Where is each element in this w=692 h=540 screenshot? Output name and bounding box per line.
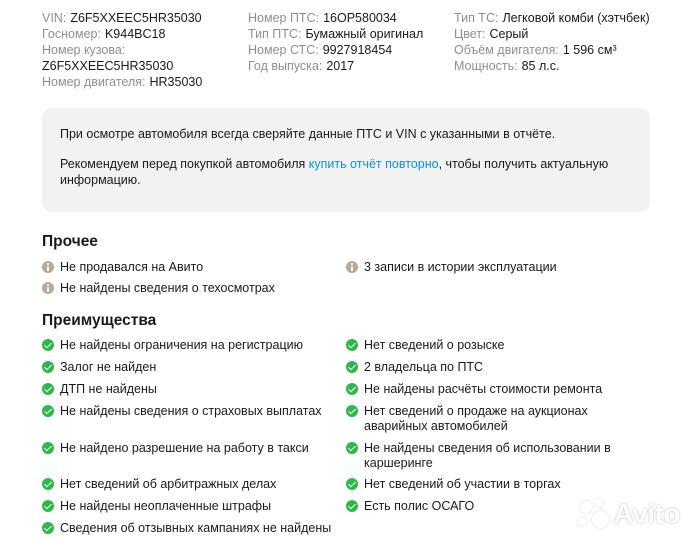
check-icon [42,478,54,490]
spec-sts-number: Номер СТС: 9927918454 [248,43,393,57]
specs-column-2 [248,10,448,74]
spec-plate: Госномер: K944BC18 [42,27,166,41]
other-section-title: Прочее [42,233,98,250]
check-icon [42,442,54,454]
advantage-item: 2 владельца по ПТС [346,360,654,375]
info-icon [42,261,54,273]
check-icon [42,383,54,395]
other-item: Не продавался на Авито [42,260,350,275]
advantages-section-title: Преимущества [42,312,157,329]
check-icon [42,405,54,417]
other-item: Не найдены сведения о техосмотрах [42,281,350,296]
advantage-item: Сведения об отзывных кампаниях не найдены [42,521,350,536]
specs-column-1 [42,10,242,90]
check-icon [42,522,54,534]
advantage-item: Нет сведений об участии в торгах [346,477,654,492]
check-icon [346,442,358,454]
spec-year: Год выпуска: 2017 [248,59,355,73]
avito-watermark [578,498,680,530]
check-icon [42,361,54,373]
other-item: 3 записи в истории эксплуатации [346,260,654,275]
advantage-item: Не найдены неоплаченные штрафы [42,499,350,514]
info-icon [346,261,358,273]
check-icon [346,339,358,351]
check-icon [346,383,358,395]
spec-engine-volume: Объём двигателя: 1 596 см³ [454,43,617,57]
advantage-item: Нет сведений о розыске [346,338,654,353]
info-icon [42,282,54,294]
vehicle-specs [42,10,672,90]
spec-color: Цвет: Серый [454,27,529,41]
advantage-item: Есть полис ОСАГО [346,499,654,514]
avito-watermark-text: Avito [613,498,680,529]
spec-pts-number: Номер ПТС: 16OP580034 [248,11,397,25]
check-icon [42,339,54,351]
advantage-item: Не найдены ограничения на регистрацию [42,338,350,353]
notice-box [42,108,650,212]
spec-vehicle-type: Тип ТС: Легковой комби (хэтчбек) [454,11,650,25]
notice-text-1: При осмотре автомобиля всегда сверяйте данные ПТС и VIN с указанными в отчёте. [60,127,556,141]
check-icon [346,478,358,490]
specs-column-3 [454,10,684,74]
spec-engine-number: Номер двигателя: HR35030 [42,75,203,89]
advantage-item: Не найдено разрешение на работу в такси [42,441,350,456]
spec-body-number: Номер кузова: Z6F5XXEEC5HR35030 [42,43,174,73]
spec-pts-type: Тип ПТС: Бумажный оригинал [248,27,424,41]
spec-power: Мощность: 85 л.с. [454,59,560,73]
spec-vin: VIN: Z6F5XXEEC5HR35030 [42,11,202,25]
advantage-item: Не найдены сведения о страховых выплатах [42,404,350,419]
advantage-item: Не найдены сведения об использовании в каршеринге [346,441,654,470]
check-icon [346,361,358,373]
check-icon [346,405,358,417]
advantage-item: Залог не найден [42,360,350,375]
notice-text-2: Рекомендуем перед покупкой автомобиля купить отчёт повторно, чтобы получить актуальную информацию. [60,157,609,187]
advantage-item: ДТП не найдены [42,382,350,397]
buy-report-again-link[interactable]: купить отчёт повторно [308,157,439,171]
advantage-item: Нет сведений об арбитражных делах [42,477,350,492]
check-icon [346,500,358,512]
advantage-item: Нет сведений о продаже на аукционах аварийных автомобилей [346,404,654,433]
avito-logo-icon [578,499,612,529]
check-icon [42,500,54,512]
advantage-item: Не найдены расчёты стоимости ремонта [346,382,654,397]
